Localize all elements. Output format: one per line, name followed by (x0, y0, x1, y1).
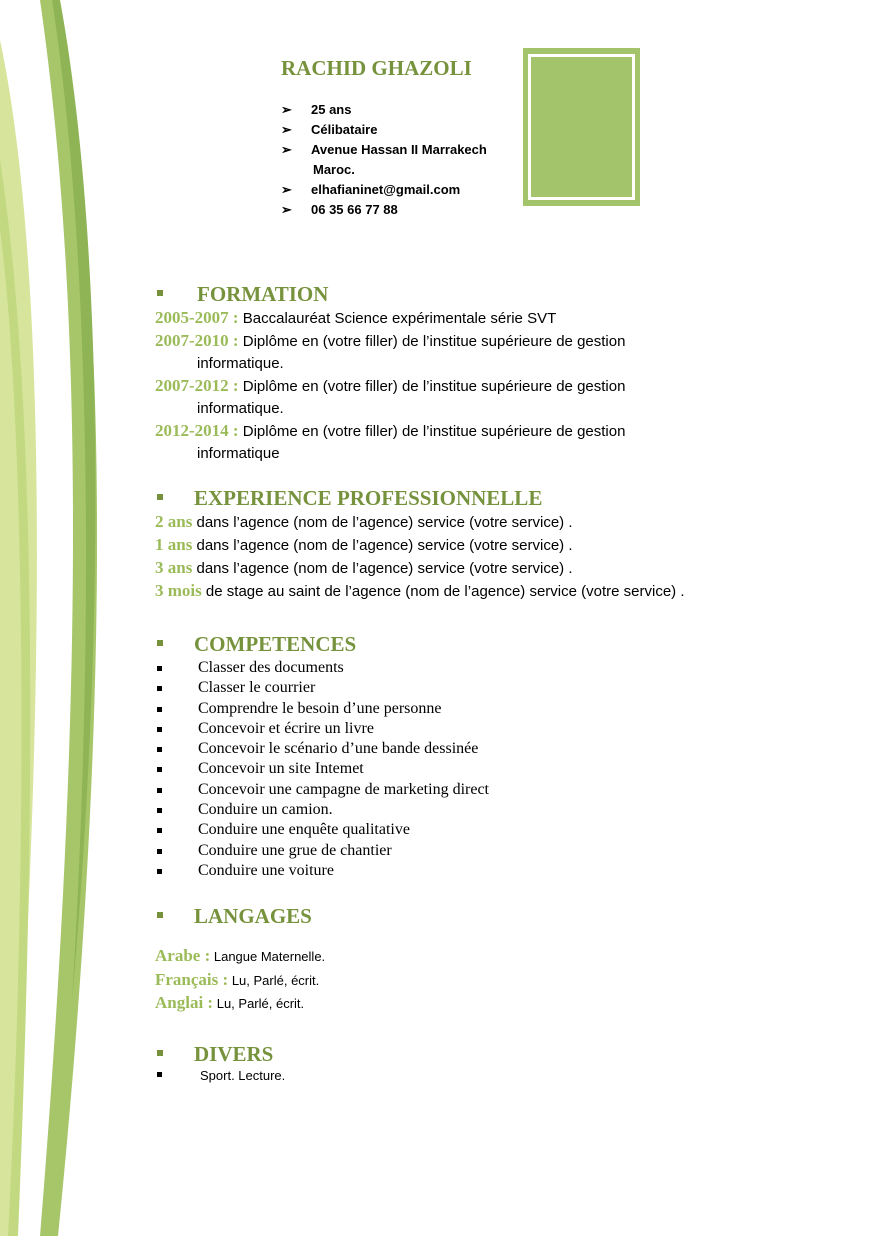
list-item: Conduire une voiture (155, 861, 795, 881)
photo-frame (528, 54, 635, 200)
square-bullet-icon (157, 494, 163, 500)
section-title-experience: EXPERIENCE PROFESSIONNELLE (157, 486, 542, 511)
langages-list (155, 945, 795, 1016)
candidate-name: RACHID GHAZOLI (281, 56, 472, 80)
contact-item-status: ➢ Célibataire (281, 120, 487, 140)
square-bullet-icon (157, 1050, 163, 1056)
competences-list (155, 658, 795, 881)
arrow-bullet-icon: ➢ (281, 122, 292, 137)
list-item: Conduire une enquête qualitative (155, 820, 795, 840)
section-title-divers: DIVERS (157, 1042, 273, 1067)
square-bullet-icon (157, 849, 162, 854)
experience-entry: 3 ans dans l’agence (nom de l’agence) service (votre service) . (155, 558, 573, 577)
contact-item-address: ➢ Avenue Hassan II Marrakech Maroc. (281, 140, 487, 180)
section-title-formation: FORMATION (157, 282, 328, 307)
divers-item: Sport. Lecture. (155, 1068, 285, 1083)
formation-entry: 2012-2014 : Diplôme en (votre filler) de l’institue supérieure de gestion (155, 421, 626, 440)
address-continuation: Maroc. (313, 162, 355, 177)
decorative-leaf-stripes (0, 0, 120, 1236)
square-bullet-icon (157, 767, 162, 772)
formation-entry-continuation: informatique. (197, 355, 284, 372)
arrow-bullet-icon: ➢ (281, 202, 292, 217)
square-bullet-icon (157, 707, 162, 712)
experience-entry: 1 ans dans l’agence (nom de l’agence) service (votre service) . (155, 535, 573, 554)
list-item: Comprendre le besoin d’une personne (155, 699, 795, 719)
formation-entry: 2007-2012 : Diplôme en (votre filler) de l’institue supérieure de gestion (155, 376, 626, 395)
square-bullet-icon (157, 640, 163, 646)
language-entry: Français : Lu, Parlé, écrit. (155, 969, 320, 989)
square-bullet-icon (157, 1072, 162, 1077)
section-title-competences: COMPETENCES (157, 632, 356, 657)
square-bullet-icon (157, 686, 162, 691)
square-bullet-icon (157, 747, 162, 752)
formation-entry: 2005-2007 : Baccalauréat Science expérimentale série SVT (155, 308, 557, 327)
list-item: Concevoir une campagne de marketing direct (155, 780, 795, 800)
square-bullet-icon (157, 727, 162, 732)
list-item: Classer des documents (155, 658, 795, 678)
language-entry: Arabe : Langue Maternelle. (155, 946, 326, 965)
experience-entry: 2 ans dans l’agence (nom de l’agence) service (votre service) . (155, 512, 573, 531)
square-bullet-icon (157, 828, 162, 833)
formation-list (155, 307, 795, 465)
experience-list (155, 511, 795, 603)
arrow-bullet-icon: ➢ (281, 102, 292, 117)
contact-item-age: ➢ 25 ans (281, 100, 487, 120)
arrow-bullet-icon: ➢ (281, 142, 292, 157)
list-item: Conduire une grue de chantier (155, 841, 795, 861)
square-bullet-icon (157, 912, 163, 918)
list-item: Classer le courrier (155, 678, 795, 698)
square-bullet-icon (157, 666, 162, 671)
square-bullet-icon (157, 788, 162, 793)
contact-item-phone: ➢ 06 35 66 77 88 (281, 200, 487, 220)
formation-entry-continuation: informatique (197, 445, 280, 462)
list-item: Conduire un camion. (155, 800, 795, 820)
list-item: Concevoir le scénario d’une bande dessinée (155, 739, 795, 759)
square-bullet-icon (157, 808, 162, 813)
experience-entry: 3 mois de stage au saint de l’agence (nom de l’agence) service (votre service) . (155, 581, 685, 600)
list-item: Concevoir et écrire un livre (155, 719, 795, 739)
photo-placeholder (523, 48, 640, 206)
square-bullet-icon (157, 869, 162, 874)
square-bullet-icon (157, 290, 163, 296)
list-item: Concevoir un site Intemet (155, 759, 795, 779)
formation-entry: 2007-2010 : Diplôme en (votre filler) de l’institue supérieure de gestion (155, 331, 626, 350)
contact-item-email: ➢ elhafianinet@gmail.com (281, 180, 487, 200)
language-entry: Anglai : Lu, Parlé, écrit. (155, 993, 305, 1012)
section-title-langages: LANGAGES (157, 904, 312, 929)
contact-list (281, 100, 487, 220)
arrow-bullet-icon: ➢ (281, 182, 292, 197)
formation-entry-continuation: informatique. (197, 400, 284, 417)
